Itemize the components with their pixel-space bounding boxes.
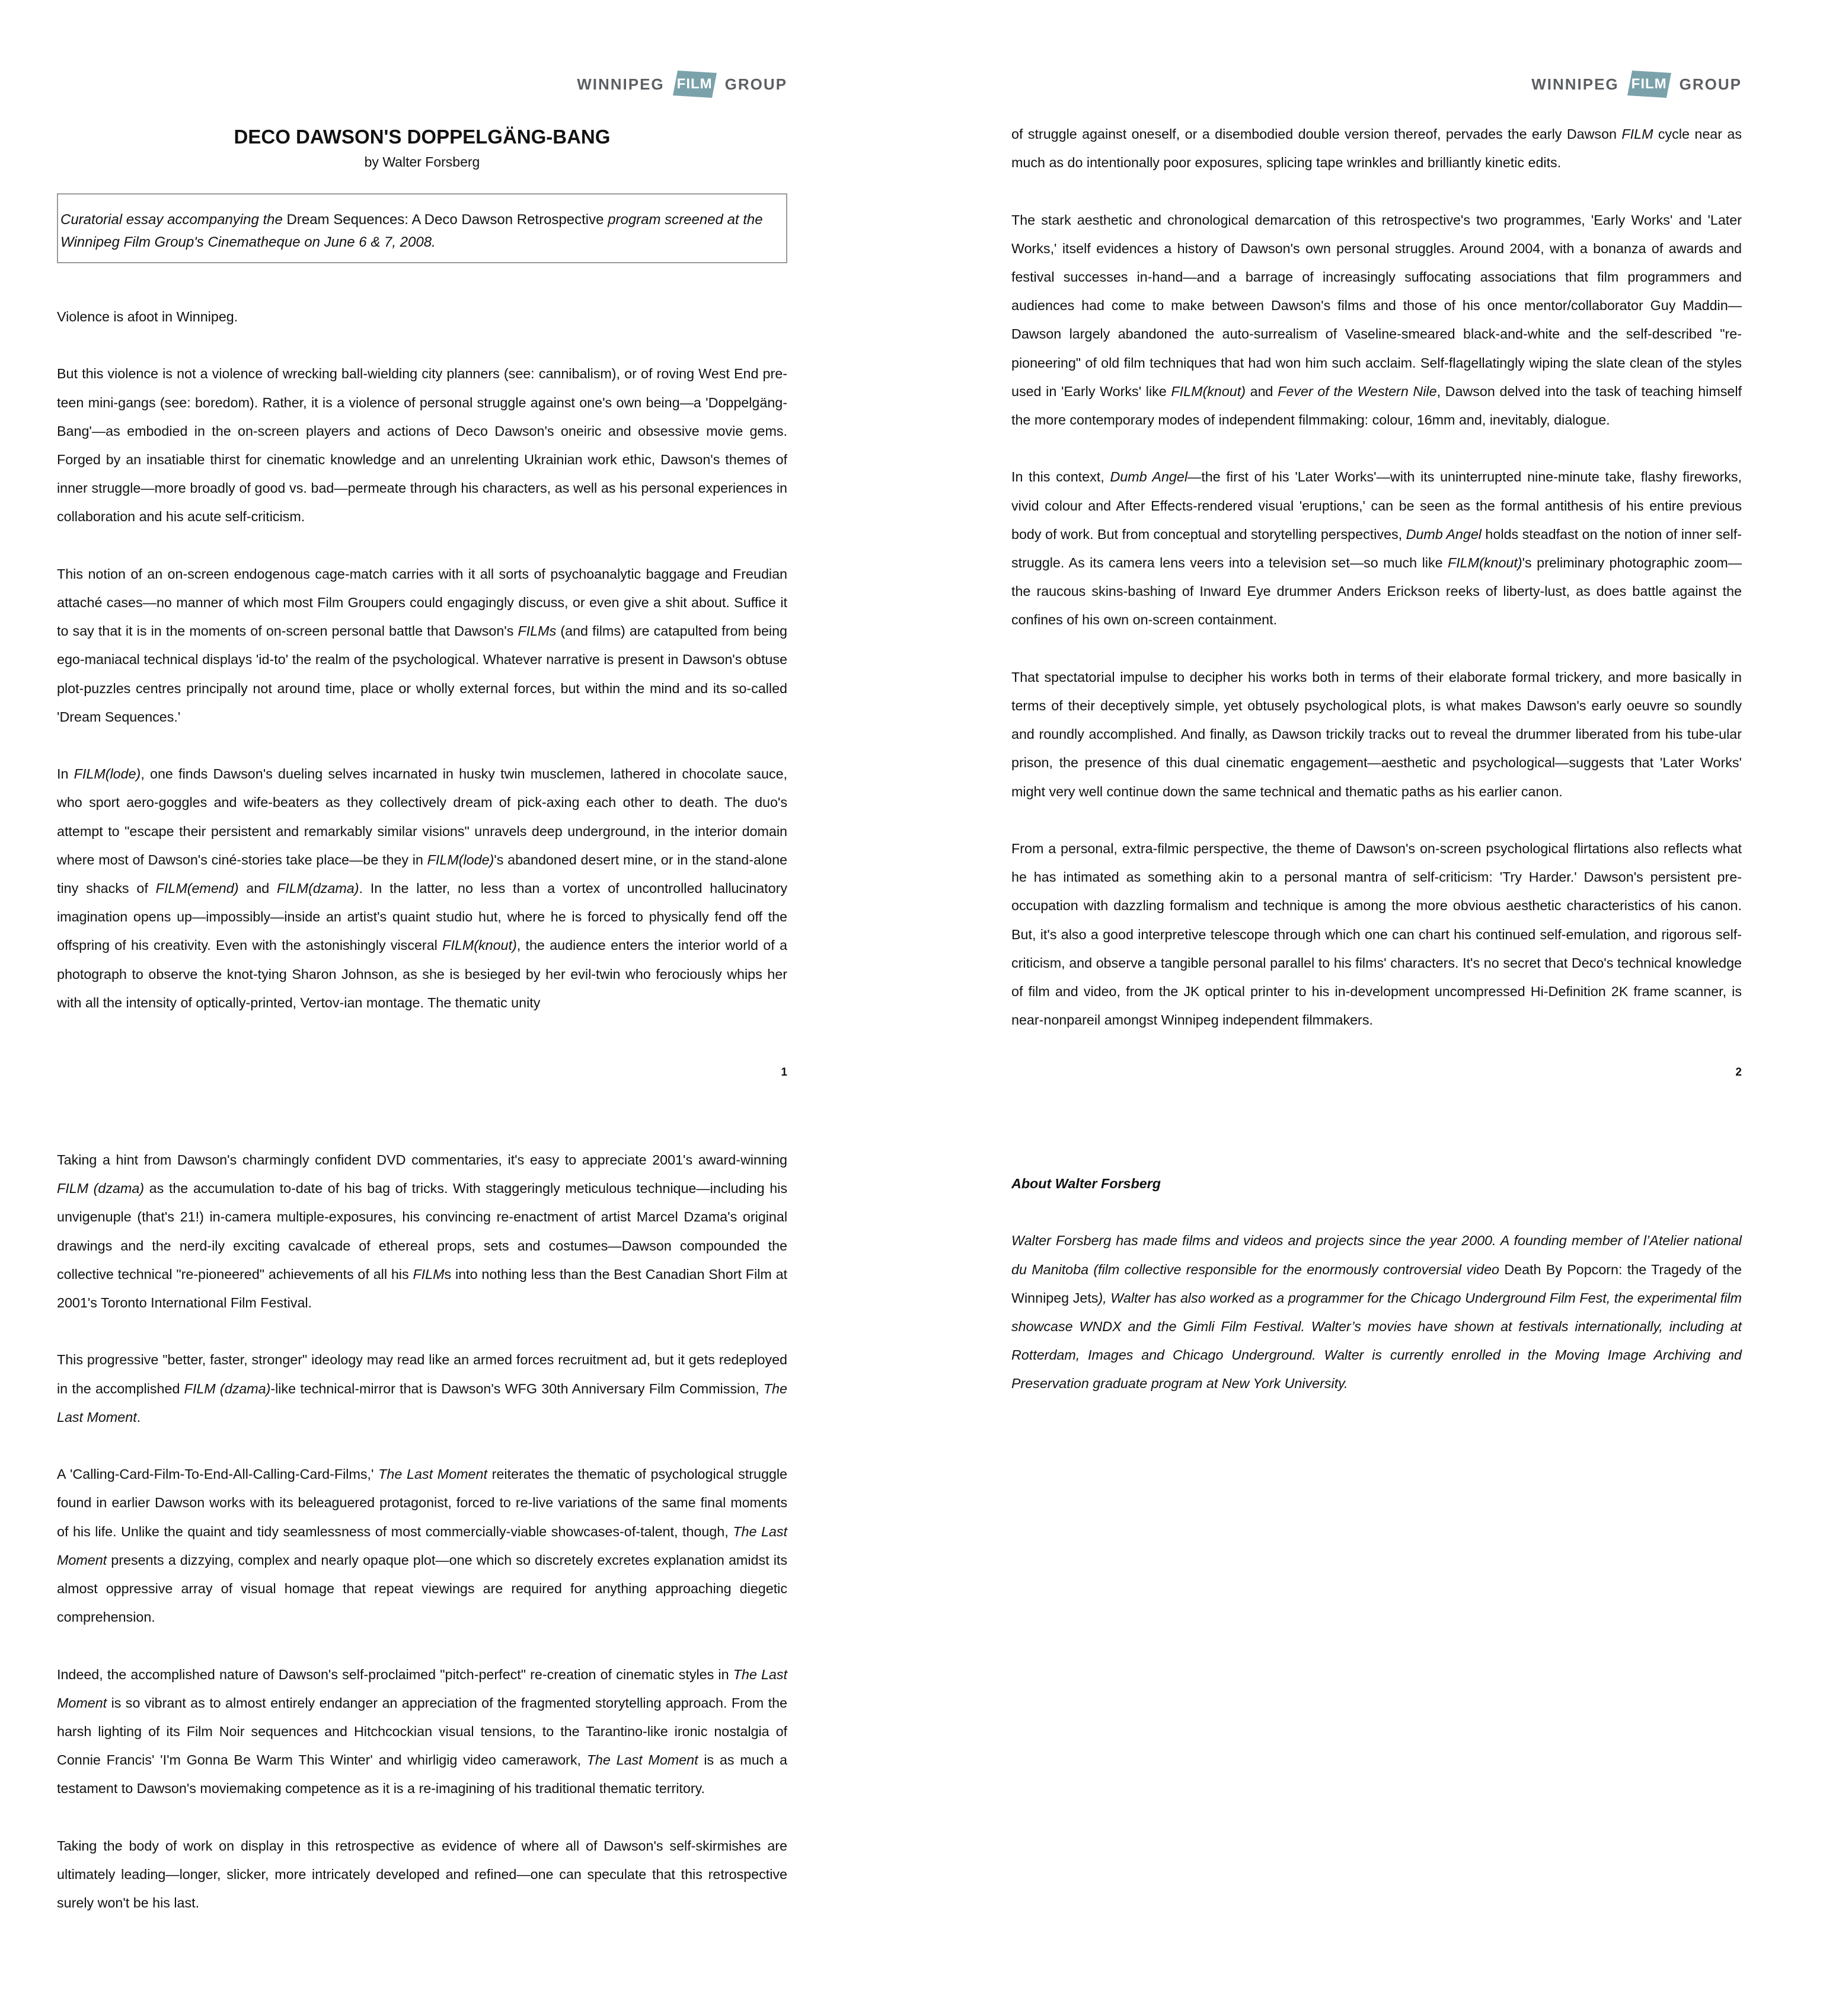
essay-title: DECO DAWSON'S DOPPELGÄNG-BANG bbox=[234, 126, 611, 148]
about-author-heading: About Walter Forsberg bbox=[1011, 1176, 1161, 1191]
page-4 bbox=[1011, 1127, 1742, 2004]
logo-text-right: GROUP bbox=[724, 75, 787, 93]
paragraph: of struggle against oneself, or a disembodied double version thereof, pervades the early Dawson FILM cycle near as much as do intentionally poor exposures, splicing tape wrinkles and brilliantly kinetic edits. bbox=[1011, 126, 1742, 171]
logo-film-badge bbox=[671, 68, 719, 100]
paragraph: Taking the body of work on display in this retrospective as evidence of where all of Dawson's self-skirmishes are ultimately leading—longer, slicker, more intricately developed and refined—one can speculate that this retrospective surely won't be his last. bbox=[57, 1838, 787, 1911]
curatorial-note-c: program screened at the Winnipeg Film Group's Cinematheque on June 6 & 7, 2008. bbox=[60, 212, 763, 250]
paragraph: Indeed, the accomplished nature of Dawson's self-proclaimed "pitch-perfect" re-creation of cinematic styles in The Last Moment is so vibrant as to almost entirely endanger an appreciation of the fragmented storytelling approach. From the harsh lighting of its Film Noir sequences and Hitchcockian visual tensions, to the Tarantino-like ironic nostalgia of Connie Francis' 'I'm Gonna Be Warm This Winter' and whirligig video camerawork, The Last Moment is as much a testament to Dawson's moviemaking competence as it is a re-imagining of his traditional thematic territory. bbox=[57, 1666, 787, 1797]
paragraph: In FILM(lode), one finds Dawson's dueling selves incarnated in husky twin musclemen, lathered in chocolate sauce, who sport aero-goggles and wife-beaters as they collectively dream of pick-axing each other to death. The duo's attempt to "escape their persistent and remarkably similar visions" unravels deep underground, in the interior domain where most of Dawson's ciné-stories take place—be they in FILM(lode)'s abandoned desert mine, or in the stand-alone tiny shacks of FILM(emend) and FILM(dzama). In the latter, no less than a vortex of uncontrolled hallucinatory imagination opens up—impossibly—inside an artist's quaint studio hut, where he is forced to physically fend off the offspring of his creativity. Even with the astonishingly visceral FILM(knout), the audience enters the interior world of a photograph to observe the knot-tying Sharon Johnson, as she is besieged by her evil-twin who ferociously whips her with all the intensity of optically-printed, Vertov-ian montage. The thematic unity bbox=[57, 766, 788, 1010]
page-1-body bbox=[57, 302, 787, 1045]
essay-byline: by Walter Forsberg bbox=[364, 154, 480, 170]
paragraph: Violence is afoot in Winnipeg. bbox=[57, 309, 238, 324]
paragraph: This notion of an on-screen endogenous cage-match carries with it all sorts of psychoanalytic baggage and Freudian attaché cases—no manner of which most Film Groupers could engagingly discuss, or even give a shit about. Suffice it to say that it is in the moments of on-screen personal battle that Dawson's FILMs (and films) are catapulted from being ego-maniacal technical displays 'id-to' the realm of the psychological. Whatever narrative is present in Dawson's obtuse plot-puzzles centres principally not around time, place or wholly external forces, but within the mind and its so-called 'Dream Sequences.' bbox=[57, 566, 787, 725]
page-number: 2 bbox=[1735, 1066, 1742, 1079]
page-2-body bbox=[1011, 120, 1742, 1063]
paragraph: Taking a hint from Dawson's charmingly confident DVD commentaries, it's easy to appreciate 2001's award-winning FILM (dzama) as the accumulation to-date of his bag of tricks. With staggeringly meticulous technique—including his unvigenuple (that's 21!) in-camera multiple-exposures, his convincing re-enactment of artist Marcel Dzama's original drawings and the nerd-ily exciting cavalcade of ethereal props, sets and costumes—Dawson compounded the collective technical "re-pioneered" achievements of all his FILMs into nothing less than the Best Canadian Short Film at 2001's Toronto International Film Festival. bbox=[57, 1152, 788, 1311]
paragraph: But this violence is not a violence of wrecking ball-wielding city planners (see: cannibalism), or of roving West End pre-teen mini-gangs (see: boredom). Rather, it is a violence of personal struggle against one's own being—a 'Doppelgäng-Bang'—as embodied in the on-screen players and actions of Deco Dawson's oneiric and obsessive movie gems. Forged by an insatiable thirst for cinematic knowledge and an unrelenting Ukrainian work ethic, Dawson's themes of inner struggle—more broadly of good vs. bad—permeate through his characters, as well as his personal experiences in collaboration and his acute self-criticism. bbox=[57, 366, 787, 525]
logo-text-film: FILM bbox=[1631, 76, 1667, 92]
paragraph: This progressive "better, faster, stronger" ideology may read like an armed forces recruitment ad, but it gets redeployed in the accomplished FILM (dzama)-like technical-mirror that is Dawson's WFG 30th Anniversary Film Commission, The Last Moment. bbox=[57, 1352, 787, 1425]
page-1 bbox=[57, 0, 787, 1115]
logo-text-right: GROUP bbox=[1679, 75, 1742, 93]
paragraph: The stark aesthetic and chronological demarcation of this retrospective's two programmes, 'Early Works' and 'Later Works,' itself evidences a history of Dawson's own personal struggles. Around 2004, with a bonanza of awards and festival successes in-hand—and a barrage of increasingly suffocating associations that film programmers and audiences had come to make between Dawson's films and those of his once mentor/collaborator Guy Maddin—Dawson largely abandoned the auto-surrealism of Vaseline-smeared black-and-white and the self-described "re-pioneering" of old film techniques that had won him such acclaim. Self-flagellatingly wiping the slate clean of the styles used in 'Early Works' like FILM(knout) and Fever of the Western Nile, Dawson delved into the task of teaching himself the more contemporary modes of independent filmmaking: colour, 16mm and, inevitably, dialogue. bbox=[1011, 212, 1742, 428]
logo-film-badge bbox=[1625, 68, 1674, 100]
author-bio: Walter Forsberg has made films and videos and projects since the year 2000. A founding member of l’Atelier national du Manitoba (film collective responsible for the enormously controversial video Death By Popcorn: the Tragedy of the Winnipeg Jets), Walter has also worked as a programmer for the Chicago Underground Film Fest, the experimental film showcase WNDX and the Gimli Film Festival. Walter’s movies have shown at festivals internationally, including at Rotterdam, Images and Chicago Underground. Walter is currently enrolled in the Moving Image Archiving and Preservation graduate program at New York University. bbox=[1011, 1233, 1742, 1392]
curatorial-note-box bbox=[57, 193, 787, 263]
paragraph: A 'Calling-Card-Film-To-End-All-Calling-Card-Films,' The Last Moment reiterates the thematic of psychological struggle found in earlier Dawson works with its beleaguered protagonist, forced to re-live variations of the same final moments of his life. Unlike the quaint and tidy seamlessness of most commercially-viable showcases-of-talent, though, The Last Moment presents a dizzying, complex and nearly opaque plot—one which so discretely excretes explanation amidst its almost oppressive array of visual homage that repeat viewings are required for anything approaching diegetic comprehension. bbox=[57, 1466, 788, 1625]
curatorial-note-a: Curatorial essay accompanying the bbox=[60, 212, 287, 228]
logo-text-film: FILM bbox=[676, 76, 713, 92]
paragraph: From a personal, extra-filmic perspective, the theme of Dawson's on-screen psychological flirtations also reflects what he has intimated as something akin to a personal mantra of self-criticism: 'Try Harder.' Dawson's persistent pre-occupation with dazzling formalism and technique is among the more obvious aesthetic characteristics of his canon. But, it's also a good interpretive telescope through which one can chart his continued self-emulation, and rigorous self-criticism, and observe a tangible personal parallel to his films' characters. It's no secret that Deco's technical knowledge of film and video, from the JK optical printer to his in-development uncompressed Hi-Definition 2K frame scanner, is near-nonpareil amongst Winnipeg independent filmmakers. bbox=[1011, 841, 1742, 1028]
paragraph: That spectatorial impulse to decipher his works both in terms of their elaborate formal trickery, and more basically in terms of their deceptively simple, yet obtusely psychological plots, is what makes Dawson's early oeuvre so soundly and roundly accomplished. And finally, as Dawson trickily tracks out to reveal the drummer liberated from his tube-ular prison, the presence of this dual cinematic engagement—aesthetic and psychological—suggests that 'Later Works' might very well continue down the same technical and thematic paths as his earlier canon. bbox=[1011, 669, 1742, 799]
page-3-body bbox=[57, 1146, 787, 1946]
page-3 bbox=[57, 1127, 787, 2004]
curatorial-note-program: Dream Sequences: A Deco Dawson Retrospective bbox=[286, 212, 604, 228]
logo-text-left: WINNIPEG bbox=[577, 75, 665, 93]
logo-text-left: WINNIPEG bbox=[1531, 75, 1619, 93]
page-number: 1 bbox=[781, 1066, 787, 1079]
page-2 bbox=[1011, 0, 1742, 1115]
page-4-body bbox=[1011, 1169, 1742, 1427]
winnipeg-film-group-logo bbox=[1531, 66, 1742, 102]
winnipeg-film-group-logo bbox=[577, 66, 787, 102]
paragraph: In this context, Dumb Angel—the first of his 'Later Works'—with its uninterrupted nine-minute take, flashy fireworks, vivid colour and After Effects-rendered visual 'eruptions,' can be seen as the formal antithesis of his entire previous body of work. But from conceptual and storytelling perspectives, Dumb Angel holds steadfast on the notion of inner self-struggle. As its camera lens veers into a television set—so much like FILM(knout)'s preliminary photographic zoom—the raucous skins-bashing of Inward Eye drummer Anders Erickson reeks of liberty-lust, as does battle against the confines of his own on-screen containment. bbox=[1011, 469, 1742, 628]
